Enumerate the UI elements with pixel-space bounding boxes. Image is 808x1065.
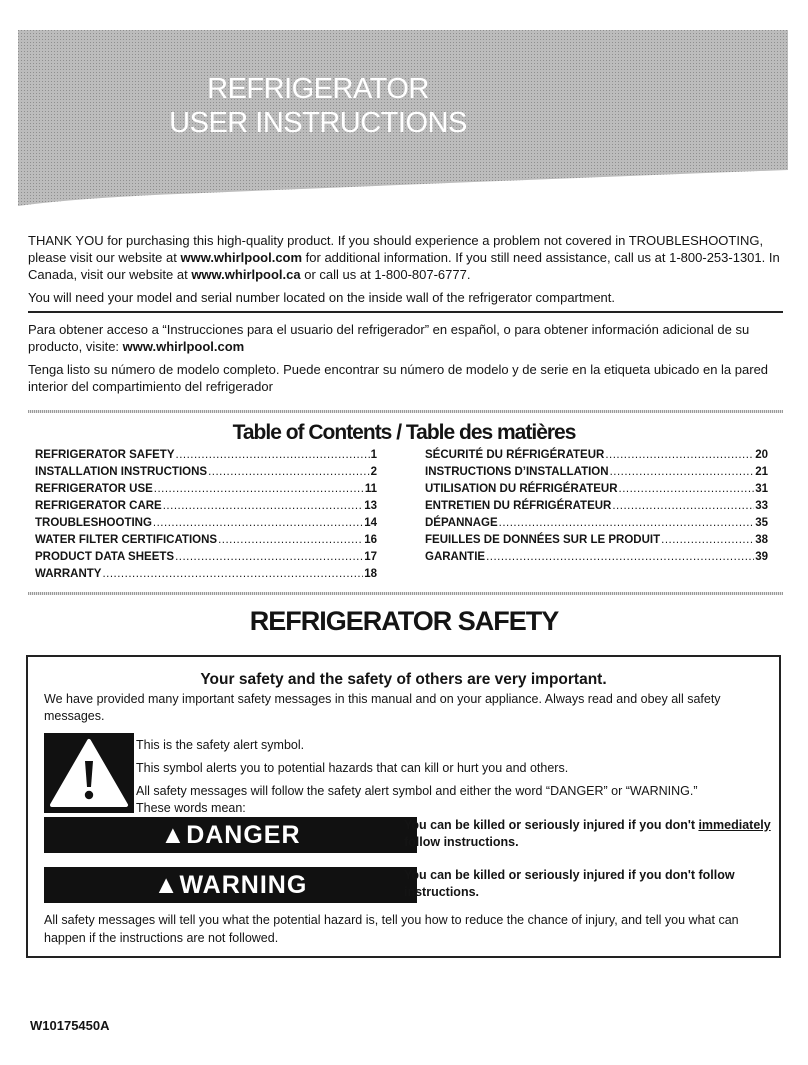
toc-entry[interactable] [35,532,377,549]
danger-message [404,817,779,851]
intro-text [28,232,788,312]
banner-title [18,72,618,140]
warning-message: You can be killed or seriously injured if you don't follow instructions. [404,868,735,899]
toc-entry-label: REFRIGERATOR USE [35,483,153,495]
toc-entry-label: INSTALLATION INSTRUCTIONS [35,466,208,478]
toc-entry-page: 21 [755,466,768,478]
warning-label [44,867,417,903]
toc-entry[interactable] [35,498,377,515]
toc-entry-label: PRODUCT DATA SHEETS [35,551,175,563]
toc-leader-dots [154,481,364,498]
danger-msg-part-a: You can be killed or seriously injured if you don't [404,818,699,832]
toc-leader-dots [619,481,755,498]
toc-entry[interactable] [425,481,768,498]
toc-entry-label: ENTRETIEN DU RÉFRIGÉRATEUR [425,500,612,512]
hatched-divider-bottom [28,592,783,595]
toc-entry[interactable] [425,532,768,549]
intro-p1-part-c: or call us at 1-800-807-6777. [300,267,471,282]
toc-entry[interactable] [35,447,377,464]
safety-alert-icon [44,733,134,813]
small-alert-icon: ▲ [160,821,187,849]
safety-symbol-explanation [136,737,776,823]
toc-entry-page: 13 [364,500,377,512]
spanish-paragraph-1 [28,321,788,355]
intro-p1-part-b: for additional information. If you still need assistance, call us at 1-800-253-1301. In Canada, visit our website at [28,250,780,282]
toc-entry[interactable] [425,447,768,464]
toc-leader-dots [208,464,370,481]
toc-entry-label: INSTRUCTIONS D’INSTALLATION [425,466,609,478]
toc-entry[interactable] [425,464,768,481]
toc-entry-page: 17 [364,551,377,563]
toc-entry-label: UTILISATION DU RÉFRIGÉRATEUR [425,483,618,495]
symbol-line-4: These words mean: [136,801,246,815]
toc-entry-page: 20 [755,449,768,461]
toc-entry-label: FEUILLES DE DONNÉES SUR LE PRODUIT [425,534,661,546]
toc-leader-dots [153,515,363,532]
danger-msg-part-b: follow instructions. [404,835,519,849]
small-alert-icon: ▲ [153,871,180,899]
safety-section-title: REFRIGERATOR SAFETY [249,606,559,636]
toc-entry-page: 2 [370,466,377,478]
spanish-paragraph-2: Tenga listo su número de modelo completo. Puede encontrar su número de modelo y de serie en la etiqueta ubicado en la pared interior del compartimiento del refrigerador [28,362,769,394]
toc-entry[interactable] [35,566,377,583]
section-divider [28,311,783,313]
toc-entry[interactable] [425,515,768,532]
toc-leader-dots [102,566,363,583]
toc-entry-label: DÉPANNAGE [425,517,498,529]
symbol-line-2: This symbol alerts you to potential hazards that can kill or hurt you and others. [136,761,569,775]
symbol-line-1: This is the safety alert symbol. [136,738,305,752]
danger-word: DANGER [186,821,301,849]
toc-leader-dots [218,532,363,549]
safety-intro: We have provided many important safety messages in this manual and on your appliance. Always read and obey all safety messages. [44,692,721,723]
banner-title-line2: USER INSTRUCTIONS [169,107,467,139]
toc-entry[interactable] [35,515,377,532]
danger-label [44,817,417,853]
toc-entry-page: 33 [755,500,768,512]
warning-word: WARNING [179,871,308,899]
website-link-us[interactable]: www.whirlpool.com [180,250,303,265]
toc-entry-label: REFRIGERATOR CARE [35,500,162,512]
toc-leader-dots [486,549,754,566]
danger-signal-panel [44,817,417,853]
toc-entry[interactable] [35,481,377,498]
website-link-ca[interactable]: www.whirlpool.ca [191,267,301,282]
title-banner [18,30,788,206]
intro-paragraph-1 [28,232,788,283]
safety-footer: All safety messages will tell you what the potential hazard is, tell you how to reduce the chance of injury, and tell you what can happen if the instructions are not followed. [44,913,739,945]
toc-title: Table of Contents / Table des matières [232,421,576,444]
website-link-es[interactable]: www.whirlpool.com [122,339,245,354]
toc-entry-label: SÉCURITÉ DU RÉFRIGÉRATEUR [425,449,605,461]
intro-paragraph-2: You will need your model and serial number located on the inside wall of the refrigerator compartment. [28,290,616,305]
spanish-p1-part-a: Para obtener acceso a “Instrucciones para el usuario del refrigerador” en español, o para obtener información adicional de su producto, visite: [28,322,750,354]
toc-leader-dots [499,515,755,532]
toc-leader-dots [661,532,754,549]
danger-msg-emphasis: immediately [698,818,771,832]
toc-leader-dots [175,549,363,566]
toc-leader-dots [605,447,754,464]
banner-title-line1: REFRIGERATOR [207,73,429,105]
warning-signal-panel [44,867,417,903]
toc-entry-page: 39 [755,551,768,563]
toc-entry-page: 14 [364,517,377,529]
toc-entry-label: GARANTIE [425,551,486,563]
toc-left-column [35,447,377,583]
safety-heading: Your safety and the safety of others are very important. [200,671,607,688]
toc-leader-dots [610,464,755,481]
toc-entry-label: WARRANTY [35,568,102,580]
toc-entry-page: 16 [364,534,377,546]
safety-box [26,655,781,958]
toc-entry-page: 11 [364,483,377,495]
intro-p1-part-a: THANK YOU for purchasing this high-quality product. If you should experience a problem not covered in TROUBLESHOOTING, please visit our website at [28,233,764,265]
toc-entry-page: 38 [755,534,768,546]
toc-entry-page: 18 [364,568,377,580]
toc-entry-label: REFRIGERATOR SAFETY [35,449,175,461]
toc-entry-page: 31 [755,483,768,495]
toc-entry-page: 1 [370,449,377,461]
toc-leader-dots [163,498,363,515]
symbol-line-3: All safety messages will follow the safety alert symbol and either the word “DANGER” or “WARNING.” [136,784,698,798]
toc-entry[interactable] [425,498,768,515]
toc-entry[interactable] [35,464,377,481]
toc-leader-dots [176,447,370,464]
hatched-divider-top [28,410,783,413]
toc-entry[interactable] [35,549,377,566]
toc-right-column [425,447,768,566]
toc-entry-label: TROUBLESHOOTING [35,517,152,529]
spanish-text [28,321,788,401]
toc-entry-label: WATER FILTER CERTIFICATIONS [35,534,218,546]
toc-entry-page: 35 [755,517,768,529]
document-number: W10175450A [30,1018,110,1033]
toc-leader-dots [612,498,754,515]
toc-entry[interactable] [425,549,768,566]
